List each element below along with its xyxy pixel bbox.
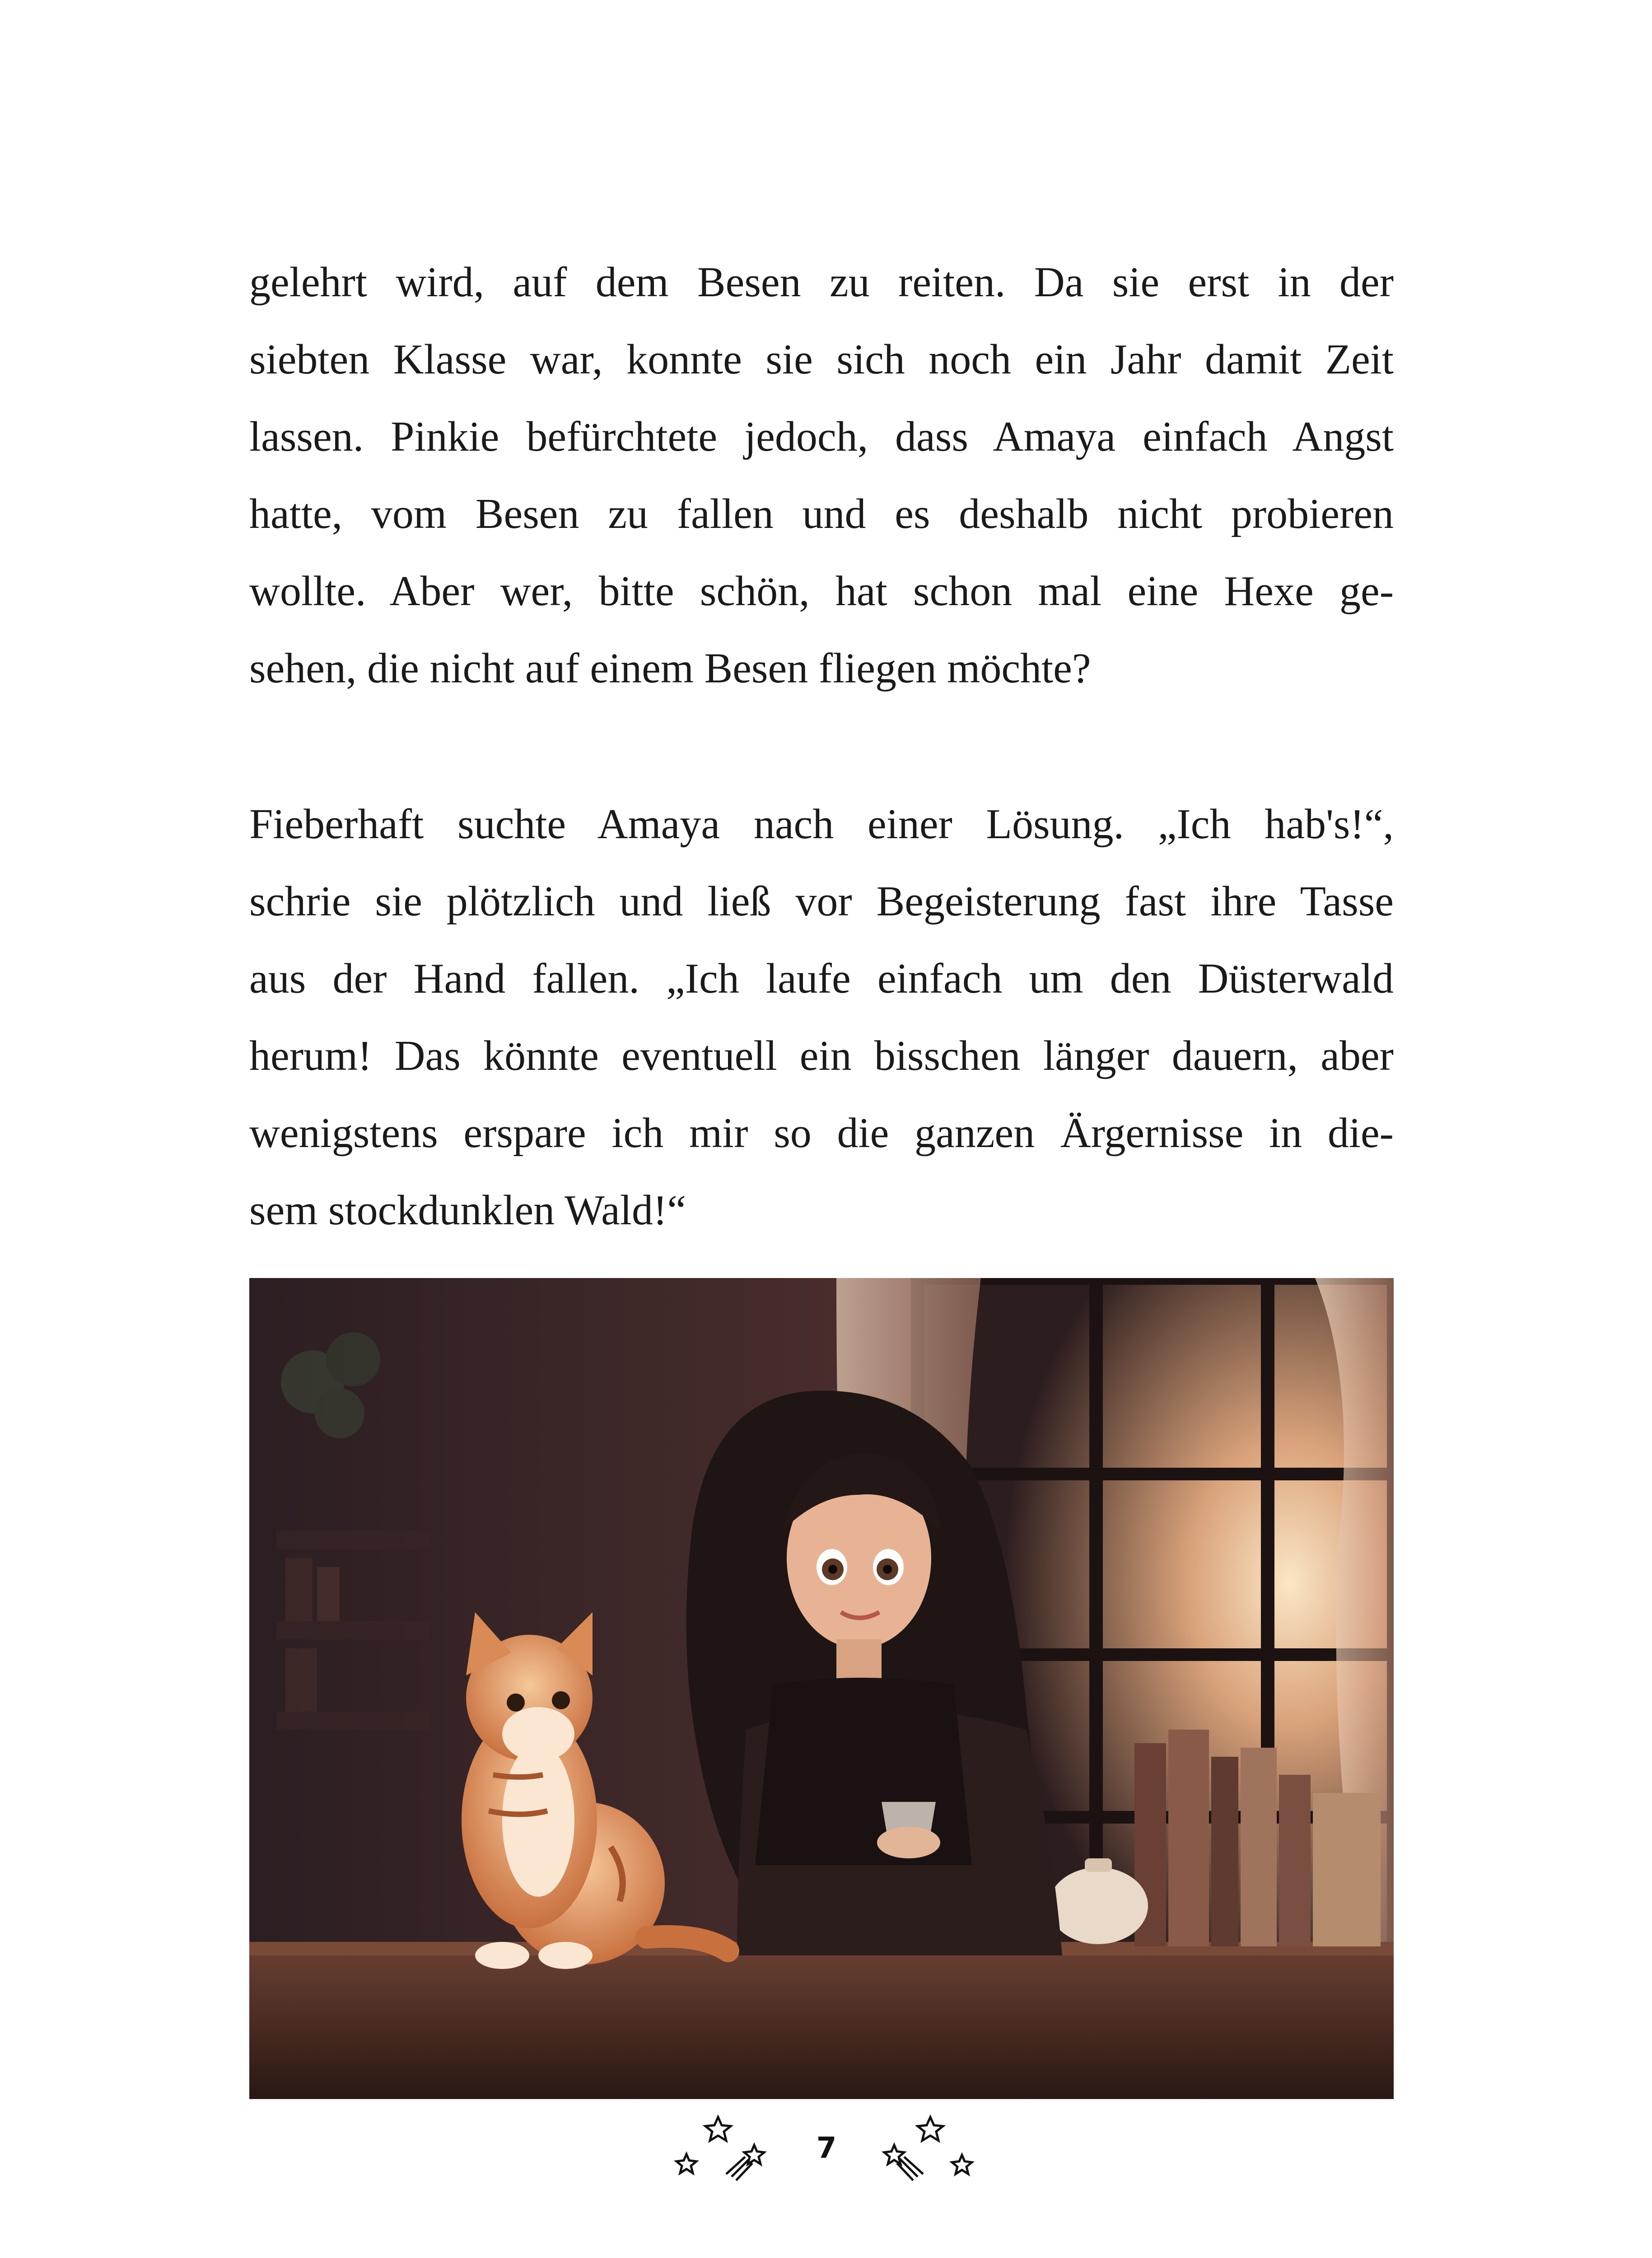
shooting-stars-icon [673,2113,777,2181]
text-line: aus der Hand fallen. „Ich laufe einfach um den Düsterwald [249,955,1394,1002]
illustration-girl-with-cat [249,1278,1394,2099]
text-line: Fieberhaft suchte Amaya nach einer Lösung. „Ich hab's!“, [249,801,1394,848]
text-line: sehen, die nicht auf einem Besen fliegen möchte? [249,645,1091,692]
page-number: 7 [816,2132,837,2165]
text-line: herum! Das könnte eventuell ein bisschen länger dauern, aber [249,1032,1394,1079]
illustration-drawing [249,1278,1394,2099]
paragraph-1 [249,244,1394,707]
page-footer [0,2113,1652,2186]
text-line: wollte. Aber wer, bitte schön, hat schon mal eine Hexe ge- [249,568,1394,615]
text-line: gelehrt wird, auf dem Besen zu reiten. Da sie erst in der [249,259,1394,306]
text-line: hatte, vom Besen zu fallen und es deshalb nicht probieren [249,490,1394,537]
shooting-stars-icon [876,2113,980,2181]
text-line: lassen. Pinkie befürchtete jedoch, dass Amaya einfach Angst [249,413,1394,460]
paragraph-2 [249,786,1394,1249]
text-line: siebten Klasse war, konnte sie sich noch ein Jahr damit Zeit [249,336,1394,383]
text-line: wenigstens erspare ich mir so die ganzen Ärgernisse in die- [249,1110,1394,1157]
text-line: schrie sie plötzlich und ließ vor Begeisterung fast ihre Tasse [249,878,1394,925]
text-line: sem stockdunklen Wald!“ [249,1187,686,1234]
